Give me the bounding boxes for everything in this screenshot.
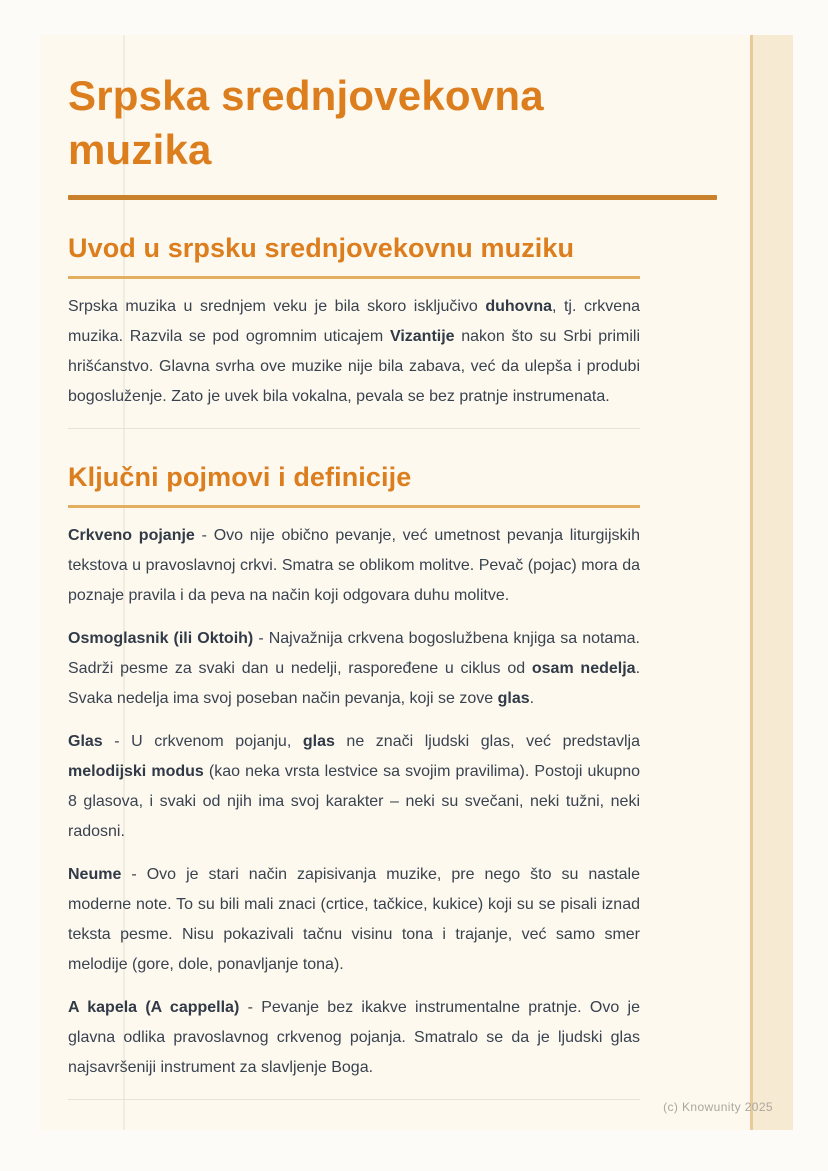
paragraph-group (68, 521, 717, 1083)
body-paragraph (68, 993, 640, 1083)
section-heading: Ključni pojmovi i definicije (68, 462, 412, 492)
body-paragraph (68, 292, 640, 412)
bold-term: Glas (68, 733, 103, 750)
bold-term: duhovna (485, 298, 552, 315)
bold-term: Crkveno pojanje (68, 527, 195, 544)
text-run: . (529, 690, 535, 707)
section-divider (68, 1099, 640, 1100)
sections-container (68, 232, 717, 1100)
title-rule (68, 195, 717, 200)
text-run: - U crkvenom pojanju, (102, 733, 303, 750)
body-paragraph (68, 521, 640, 611)
section-divider (68, 428, 640, 429)
text-run: - Ovo je stari način zapisivanja muzike, pre nego što su nastale moderne note. To su bili mali znaci (crtice, tačkice, kukice) koji su se pisali iznad teksta pesme. Nisu pokazivali tačnu visinu tona i trajanje, već samo smer melodije (gore, dole, ponavljanje tona). (68, 866, 640, 973)
section (68, 461, 717, 1100)
body-paragraph (68, 860, 640, 980)
bold-term: glas (497, 690, 530, 707)
text-run: - Ovo nije obično pevanje, već umetnost pevanja liturgijskih tekstova u pravoslavnoj crkvi. Smatra se oblikom molitve. Pevač (pojac) mora da poznaje pravila i da peva na način koji odgovara duhu molitve. (68, 527, 640, 604)
body-paragraph (68, 727, 640, 847)
page-edge-stripe (750, 35, 793, 1130)
bold-term: Osmoglasnik (ili Oktoih) (68, 630, 254, 647)
bold-term: melodijski modus (68, 763, 204, 780)
text-run: , tj. crkvena muzika. Razvila se pod ogromnim uticajem (68, 298, 640, 345)
copyright-footer: (c) Knowunity 2025 (663, 1100, 773, 1114)
section-heading: Uvod u srpsku srednjovekovnu muziku (68, 233, 575, 263)
text-run: nakon što su Srbi primili hrišćanstvo. Glavna svrha ove muzike nije bila zabava, već da ulepša i produbi bogosluženje. Zato je uvek bila vokalna, pevala se bez pratnje instrumenata. (68, 328, 640, 405)
bold-term: osam nedelja (531, 660, 636, 677)
text-run: ne znači ljudski glas, već predstavlja (334, 733, 640, 750)
bold-term: glas (302, 733, 335, 750)
heading-underline (68, 505, 640, 508)
heading-underline (68, 276, 640, 279)
document-content (40, 35, 717, 1100)
text-run: - Najvažnija crkvena bogoslužbena knjiga sa notama. Sadrži pesme za svaki dan u nedelji, raspoređene u ciklus od (68, 630, 641, 677)
text-run: - Pevanje bez ikakve instrumentalne pratnje. Ovo je glavna odlika pravoslavnog crkvenog pojanja. Smatralo se da je ljudski glas najsavršeniji instrument za slavljenje Boga. (68, 999, 641, 1076)
page-title: Srpska srednjovekovna muzika (68, 72, 544, 173)
bold-term: Neume (68, 866, 122, 883)
text-run: (kao neka vrsta lestvice sa svojim pravilima). Postoji ukupno 8 glasova, i svaki od njih ima svoj karakter – neki su svečani, neki tužni, neki radosni. (68, 763, 641, 840)
bold-term: Vizantije (389, 328, 455, 345)
section (68, 232, 717, 429)
document-page (40, 35, 793, 1130)
body-paragraph (68, 624, 640, 714)
text-run: Srpska muzika u srednjem veku je bila skoro isključivo (68, 298, 486, 315)
text-run: . Svaka nedelja ima svoj poseban način pevanja, koji se zove (68, 660, 641, 707)
bold-term: A kapela (A cappella) (68, 999, 240, 1016)
paragraph-group (68, 292, 717, 412)
